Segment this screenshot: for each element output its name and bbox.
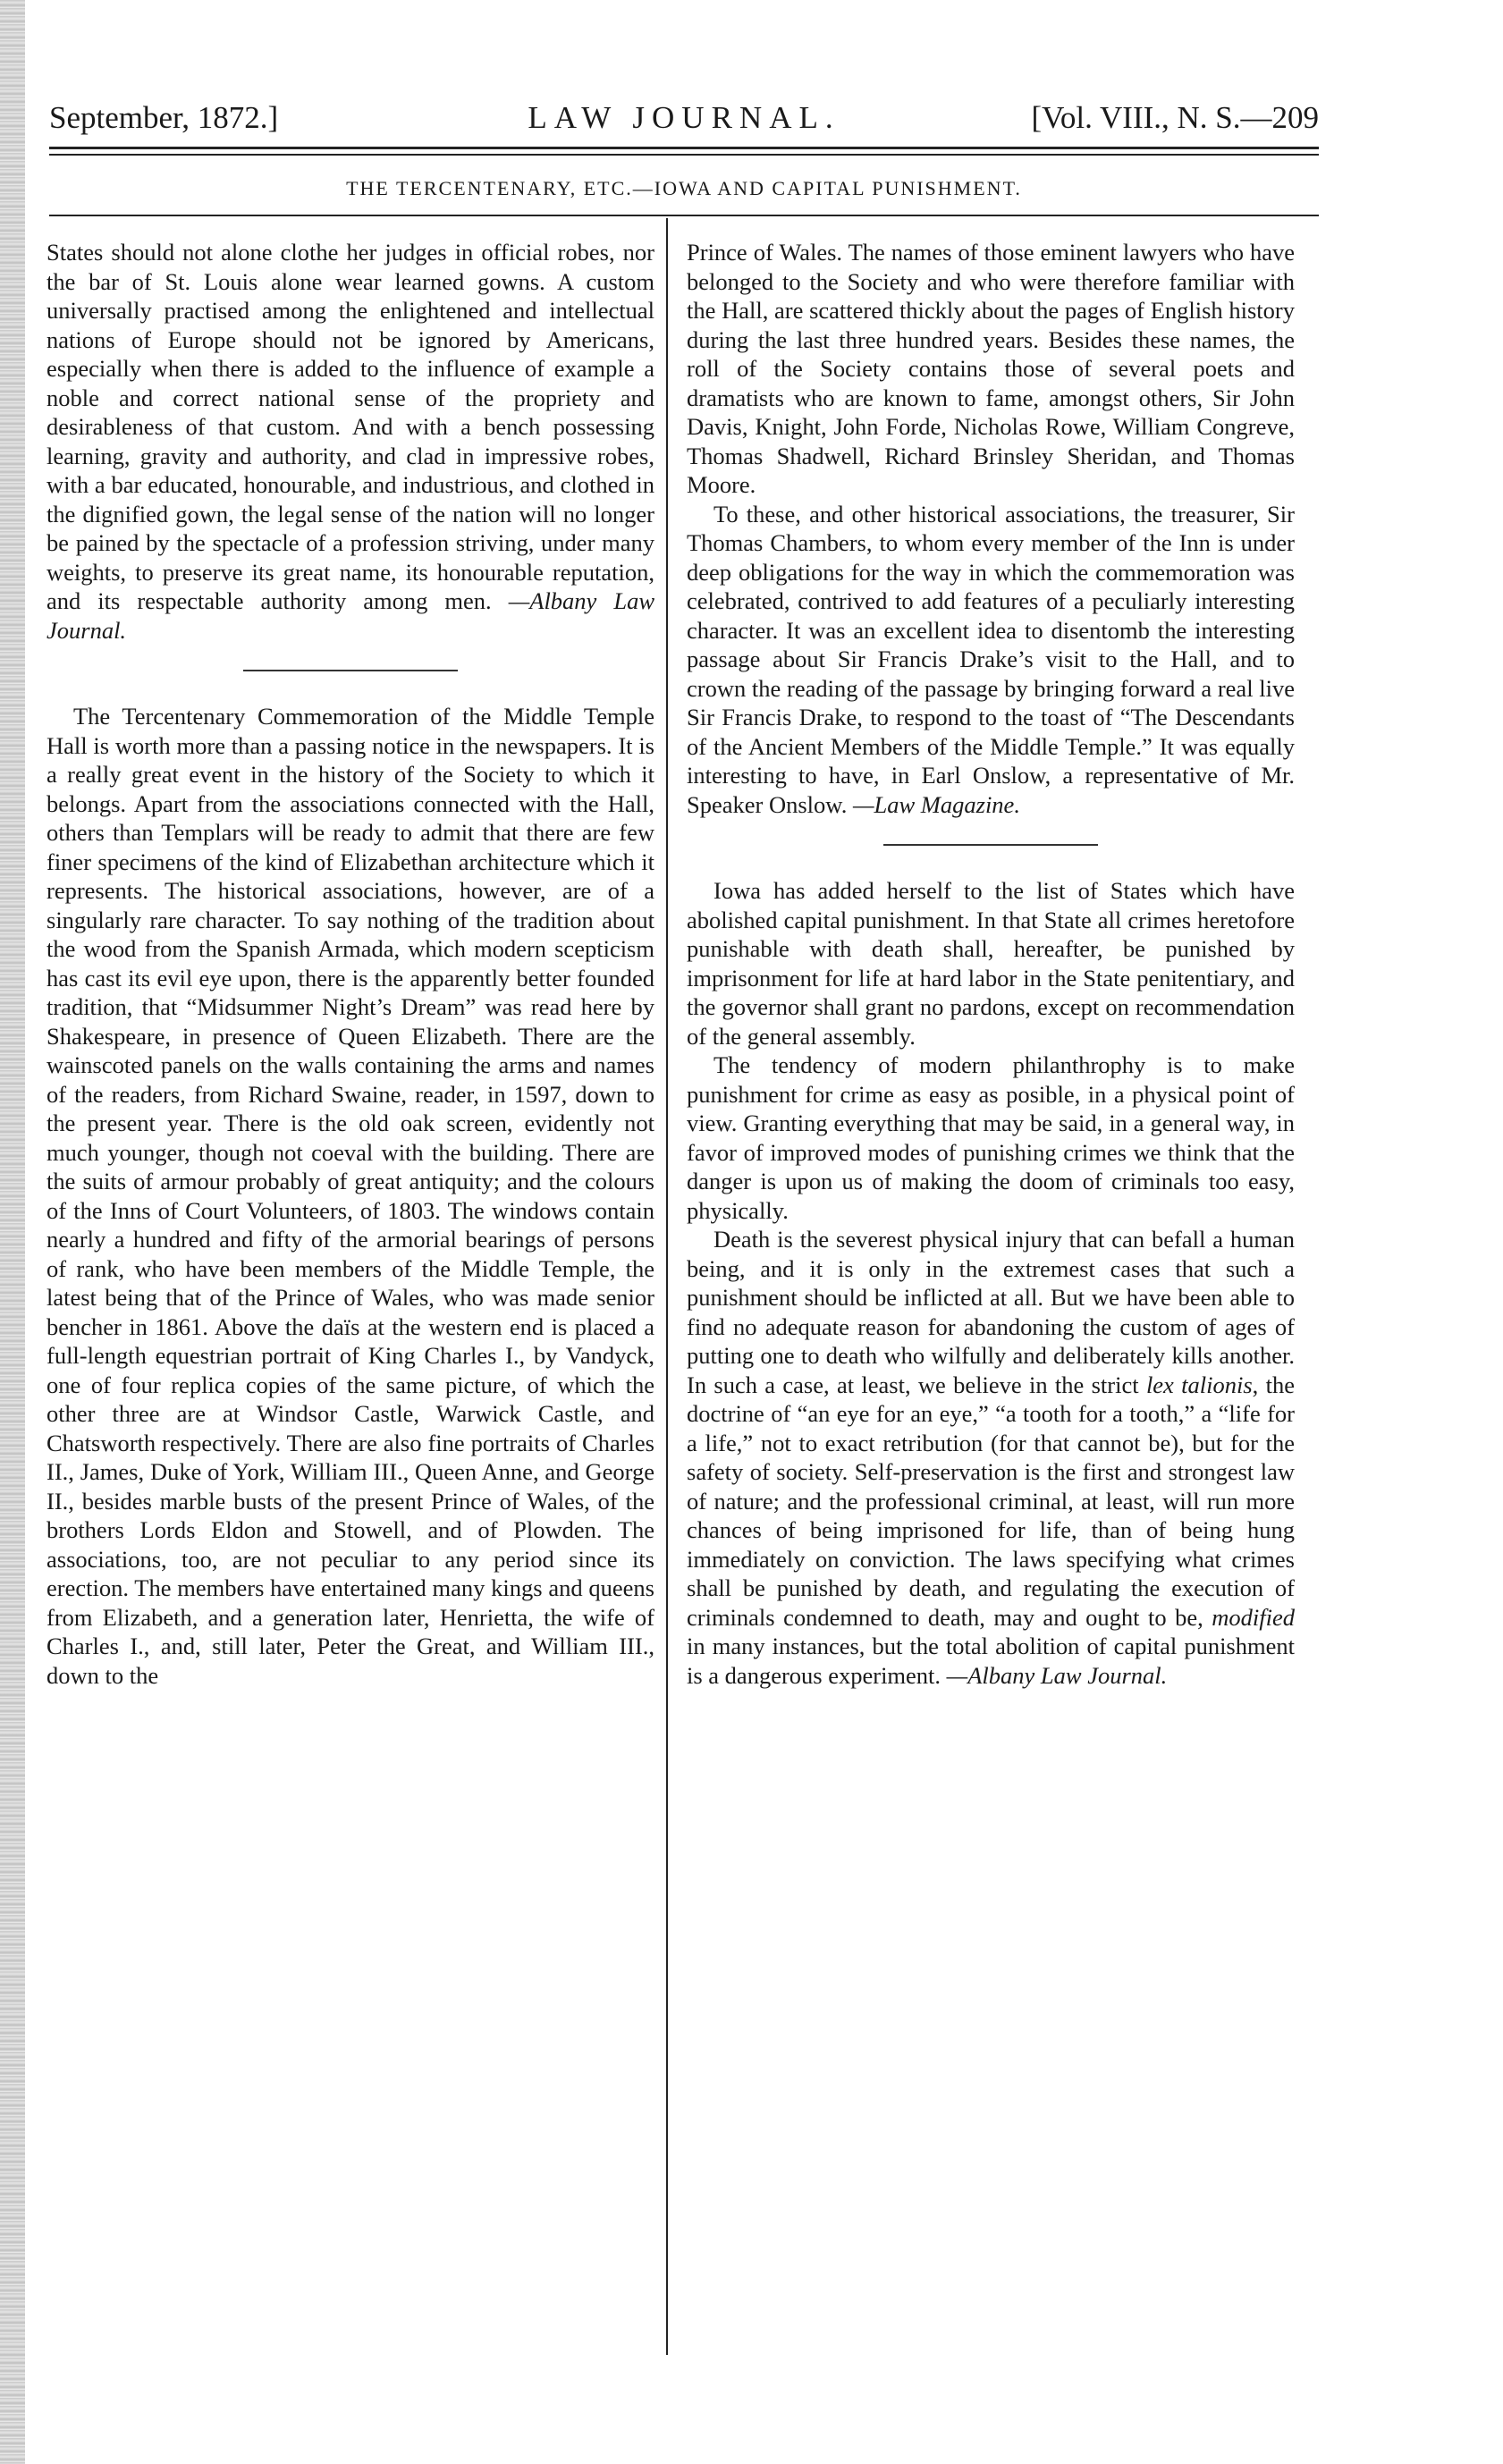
source-citation: —Albany Law Journal. [946,1661,1168,1689]
article-paragraph: The tendency of modern philanthrophy is to make punishment for crime as easy as posible, in a physical point of view. Granting everything that may be said, in a general way, in favor of improved modes of punishing crimes we think that the danger is upon us of making the doom of criminals too easy, physically. [687,1051,1295,1224]
article-paragraph: The Tercentenary Commemoration of the Middle Temple Hall is worth more than a passing notice in the newspapers. It is a really great event in the history of the Society to which it belongs. Apart from the associations connected with the Hall, others than Templars will be ready to admit that there are few finer specimens of the kind of Elizabethan architecture which it represents. The historical associations, however, are of a singularly rare character. To say nothing of the tradition about the wood from the Spanish Armada, which modern scepticism has cast its evil eye upon, there is the apparently better founded tradition, that “Midsummer Night’s Dream” was read here by Shakespeare, in presence of Queen Elizabeth. There are the wainscoted panels on the walls containing the arms and names of the readers, from Richard Swaine, reader, in 1597, down to the present year. There is the old oak screen, evidently not much younger, though not coeval with the building. There are the suits of armour probably of great antiquity; and the colours of the Inns of Court Volunteers, of 1803. The windows contain nearly a hundred and fifty of the armorial bearings of persons of rank, who have been members of the Middle Temple, the latest being that of the Prince of Wales, who was made senior bencher in 1861. Above the daïs at the western end is placed a full-length equestrian portrait of King Charles I., by Vandyck, one of four replica copies of the same picture, of which the other three are at Windsor Castle, Warwick Castle, and Chatsworth respectively. There are also fine portraits of Charles II., James, Duke of York, William III., Queen Anne, and George II., besides marble busts of the present Prince of Wales, of the brothers Lords Eldon and Stowell, and of Plowden. The associations, too, are not peculiar to any period since its erection. The members have entertained many kings and queens from Elizabeth, and a generation later, Henrietta, the wife of Charles I., and, still later, Peter the Great, and William III., down to the [46,703,654,1689]
italic-term: modified [1212,1603,1295,1631]
header-date: September, 1872.] [49,100,279,135]
article-paragraph: States should not alone clothe her judges in official robes, nor the bar of St. Louis alone wear learned gowns. A custom universally practised among the enlightened and intellectual nations of Europe should not be ignored by Americans, especially when there is added to the influence of example a noble and correct national sense of the propriety and desirableness of that custom. And with a bench possessing learning, gravity and authority, and clad in impressive robes, with a bar educated, honourable, and industrious, and clothed in the dignified gown, the legal sense of the nation will no longer be pained by the spectacle of a profession striving, under many weights, to preserve its great name, its honourable reputation, and its respectable authority among men. —Albany Law Journal. [46,239,654,644]
source-citation: —Law Magazine. [852,790,1020,818]
italic-term: lex talionis [1145,1371,1253,1398]
article-paragraph: Prince of Wales. The names of those eminent lawyers who have belonged to the Society and who were therefore familiar with the Hall, are scattered thickly about the pages of English history during the last three hundred years. Besides these names, the roll of the Society contains those of several poets and dramatists who are known to fame, amongst others, Sir John Davis, Knight, John Forde, Nicholas Rowe, William Congreve, Thomas Shadwell, Richard Brinsley Sheridan, and Thomas Moore. [687,239,1295,498]
header-rule-bottom [49,154,1319,156]
source-citation: —Albany Law Journal. [46,587,654,644]
article-paragraph: Death is the severest physical injury that can befall a human being, and it is only in the extremest cases that such a punishment should be inflicted at all. But we have been able to find no adequate reason for abandoning the custom of ages of putting one to death who wilfully and deliberately kills another. In such a case, at least, we believe in the strict lex talionis, the doctrine of “an eye for an eye,” “a tooth for a tooth,” a “life for a life,” not to exact retribution (for that cannot be), but for the safety of society. Self-preservation is the first and strongest law of nature; and the professional criminal, at least, will run more chances of being imprisoned for life, than of being hung immediately on conviction. The laws specifying what crimes shall be punished by death, and regulating the execution of criminals condemned to death, may and ought to be, modified in many instances, but the total abolition of capital punishment is a dangerous experiment. —Albany Law Journal. [687,1226,1295,1689]
header-rule-top [49,147,1319,149]
left-column [46,238,654,1690]
running-header [49,100,1319,141]
article-separator [243,670,458,671]
article-paragraph: Iowa has added herself to the list of States which have abolished capital punishment. In that State all crimes heretofore punishable with death shall, hereafter, be punished by imprisonment for life at hard labor in the State penitentiary, and the governor shall grant no pardons, except on recommendation of the general assembly. [687,877,1295,1050]
article-paragraph: To these, and other historical associations, the treasurer, Sir Thomas Chambers, to whom every member of the Inn is under deep obligations for the way in which the commemoration was celebrated, contrived to add features of a peculiarly interesting character. It was an excellent idea to disentomb the interesting passage about Sir Francis Drake’s visit to the Hall, and to crown the reading of the passage by bringing forward a real live Sir Francis Drake, to respond to the toast of “The Descendants of the Ancient Members of the Middle Temple.” It was equally interesting to have, in Earl Onslow, a representative of Mr. Speaker Onslow. —Law Magazine. [687,500,1295,818]
article-separator [883,844,1098,846]
volume-page-number: [Vol. VIII., N. S.—209 [1031,100,1319,135]
right-column [687,238,1295,1690]
section-subheading: THE TERCENTENARY, ETC.—IOWA AND CAPITAL PUNISHMENT. [346,177,1022,199]
page-binding-edge [0,0,25,2464]
column-divider [666,218,668,2355]
subheading-rule [49,215,1319,216]
journal-title: LAW JOURNAL. [528,100,840,135]
